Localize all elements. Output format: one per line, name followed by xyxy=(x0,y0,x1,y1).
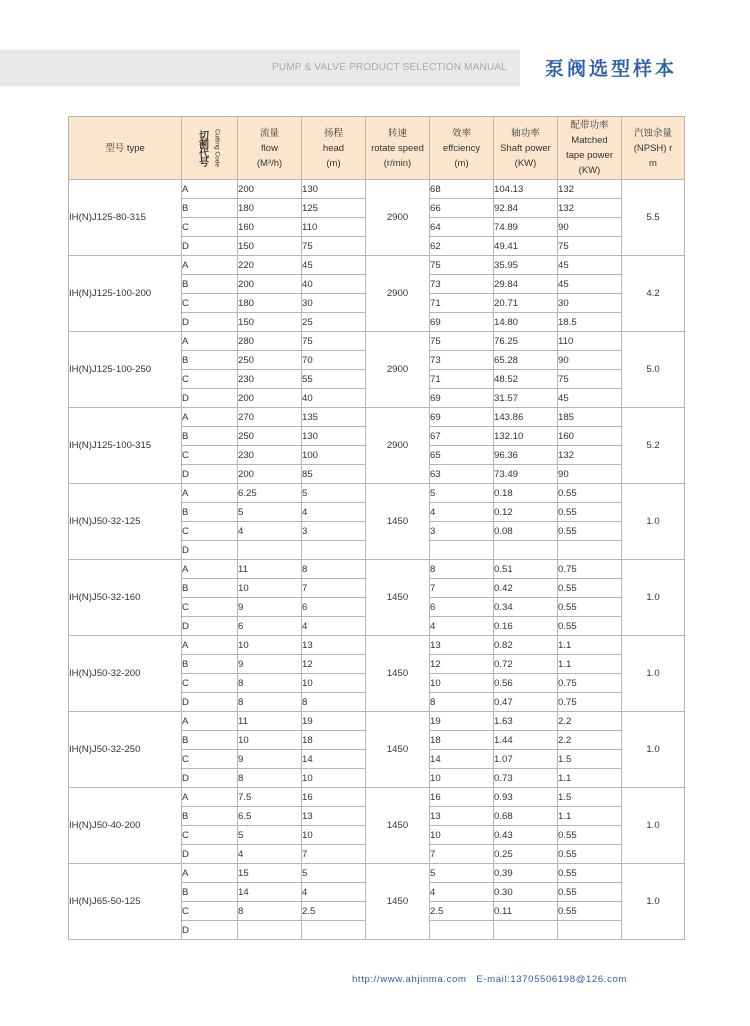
table-row xyxy=(69,560,685,579)
flow-cell: 9 xyxy=(238,598,302,617)
matched-power-cell: 0.55 xyxy=(558,845,622,864)
cutting-code-cell: A xyxy=(182,636,238,655)
shaft-power-cell: 0.82 xyxy=(494,636,558,655)
flow-cell: 160 xyxy=(238,218,302,237)
matched-power-cell: 1.5 xyxy=(558,788,622,807)
shaft-power-cell: 48.52 xyxy=(494,370,558,389)
shaft-power-cell: 132.10 xyxy=(494,427,558,446)
shaft-power-cell: 0.73 xyxy=(494,769,558,788)
header-cutting-code-cn: 切割代号 xyxy=(196,130,208,166)
head-cell: 14 xyxy=(302,750,366,769)
cutting-code-cell: C xyxy=(182,750,238,769)
npsh-cell: 4.2 xyxy=(622,256,685,332)
flow-cell: 5 xyxy=(238,826,302,845)
cutting-code-cell: C xyxy=(182,674,238,693)
header-cutting-code-en: Cutting Code xyxy=(213,129,221,167)
cutting-code-cell: B xyxy=(182,427,238,446)
head-cell: 6 xyxy=(302,598,366,617)
efficiency-cell: 10 xyxy=(430,674,494,693)
matched-power-cell: 0.55 xyxy=(558,484,622,503)
matched-power-cell: 0.75 xyxy=(558,674,622,693)
header-head: 扬程 head (m) xyxy=(302,117,366,180)
head-cell: 13 xyxy=(302,636,366,655)
table-row xyxy=(69,332,685,351)
efficiency-cell: 4 xyxy=(430,617,494,636)
shaft-power-cell: 143.86 xyxy=(494,408,558,427)
head-cell: 8 xyxy=(302,560,366,579)
head-cell: 3 xyxy=(302,522,366,541)
cutting-code-cell: D xyxy=(182,769,238,788)
head-cell: 16 xyxy=(302,788,366,807)
cutting-code-cell: B xyxy=(182,351,238,370)
npsh-cell: 5.2 xyxy=(622,408,685,484)
matched-power-cell: 45 xyxy=(558,256,622,275)
shaft-power-cell: 14.80 xyxy=(494,313,558,332)
efficiency-cell: 73 xyxy=(430,351,494,370)
head-cell: 25 xyxy=(302,313,366,332)
cutting-code-cell: B xyxy=(182,807,238,826)
flow-cell: 200 xyxy=(238,389,302,408)
efficiency-cell: 75 xyxy=(430,256,494,275)
cutting-code-cell: C xyxy=(182,218,238,237)
flow-cell: 10 xyxy=(238,636,302,655)
matched-power-cell: 110 xyxy=(558,332,622,351)
model-cell: IH(N)J125-100-250 xyxy=(69,332,182,408)
shaft-power-cell: 0.51 xyxy=(494,560,558,579)
flow-cell: 8 xyxy=(238,769,302,788)
shaft-power-cell xyxy=(494,541,558,560)
footer-url[interactable]: http://www.ahjinma.com xyxy=(352,974,467,985)
flow-cell: 11 xyxy=(238,712,302,731)
efficiency-cell: 64 xyxy=(430,218,494,237)
efficiency-cell: 69 xyxy=(430,313,494,332)
cutting-code-cell: D xyxy=(182,465,238,484)
shaft-power-cell: 0.30 xyxy=(494,883,558,902)
matched-power-cell: 90 xyxy=(558,351,622,370)
shaft-power-cell: 0.42 xyxy=(494,579,558,598)
efficiency-cell: 8 xyxy=(430,560,494,579)
cutting-code-cell: D xyxy=(182,237,238,256)
shaft-power-cell: 104.13 xyxy=(494,180,558,199)
matched-power-cell: 45 xyxy=(558,275,622,294)
matched-power-cell: 0.55 xyxy=(558,826,622,845)
flow-cell: 150 xyxy=(238,313,302,332)
matched-power-cell: 75 xyxy=(558,237,622,256)
shaft-power-cell: 76.25 xyxy=(494,332,558,351)
head-cell: 4 xyxy=(302,883,366,902)
flow-cell: 200 xyxy=(238,275,302,294)
efficiency-cell: 14 xyxy=(430,750,494,769)
flow-cell: 9 xyxy=(238,750,302,769)
shaft-power-cell: 0.93 xyxy=(494,788,558,807)
table-row xyxy=(69,636,685,655)
efficiency-cell: 13 xyxy=(430,807,494,826)
matched-power-cell: 1.5 xyxy=(558,750,622,769)
head-cell: 55 xyxy=(302,370,366,389)
model-cell: IH(N)J65-50-125 xyxy=(69,864,182,940)
speed-cell: 1450 xyxy=(366,560,430,636)
shaft-power-cell: 1.63 xyxy=(494,712,558,731)
shaft-power-cell: 1.44 xyxy=(494,731,558,750)
model-cell: IH(N)J50-32-250 xyxy=(69,712,182,788)
shaft-power-cell: 92.84 xyxy=(494,199,558,218)
npsh-cell: 5.5 xyxy=(622,180,685,256)
flow-cell: 10 xyxy=(238,579,302,598)
flow-cell: 4 xyxy=(238,845,302,864)
flow-cell: 280 xyxy=(238,332,302,351)
npsh-cell: 5.0 xyxy=(622,332,685,408)
efficiency-cell: 69 xyxy=(430,389,494,408)
head-cell: 10 xyxy=(302,826,366,845)
shaft-power-cell: 96.36 xyxy=(494,446,558,465)
table-body xyxy=(69,180,685,940)
cutting-code-cell: C xyxy=(182,826,238,845)
flow-cell: 180 xyxy=(238,199,302,218)
cutting-code-cell: C xyxy=(182,294,238,313)
npsh-cell: 1.0 xyxy=(622,788,685,864)
speed-cell: 2900 xyxy=(366,408,430,484)
matched-power-cell: 18.5 xyxy=(558,313,622,332)
shaft-power-cell: 0.72 xyxy=(494,655,558,674)
cutting-code-cell: C xyxy=(182,522,238,541)
efficiency-cell: 62 xyxy=(430,237,494,256)
efficiency-cell: 6 xyxy=(430,598,494,617)
model-cell: IH(N)J50-32-200 xyxy=(69,636,182,712)
matched-power-cell: 0.55 xyxy=(558,617,622,636)
cutting-code-cell: A xyxy=(182,560,238,579)
header-type: 型号 type xyxy=(69,117,182,180)
efficiency-cell: 10 xyxy=(430,826,494,845)
flow-cell: 220 xyxy=(238,256,302,275)
matched-power-cell: 1.1 xyxy=(558,636,622,655)
matched-power-cell: 75 xyxy=(558,370,622,389)
head-cell: 10 xyxy=(302,674,366,693)
matched-power-cell: 1.1 xyxy=(558,769,622,788)
matched-power-cell: 45 xyxy=(558,389,622,408)
flow-cell: 15 xyxy=(238,864,302,883)
efficiency-cell: 68 xyxy=(430,180,494,199)
flow-cell: 180 xyxy=(238,294,302,313)
shaft-power-cell: 29.84 xyxy=(494,275,558,294)
table-row xyxy=(69,256,685,275)
header-speed: 转速 rotate speed (r/min) xyxy=(366,117,430,180)
head-cell xyxy=(302,921,366,940)
matched-power-cell: 132 xyxy=(558,446,622,465)
cutting-code-cell: A xyxy=(182,256,238,275)
matched-power-cell: 2.2 xyxy=(558,731,622,750)
matched-power-cell: 132 xyxy=(558,180,622,199)
efficiency-cell: 63 xyxy=(430,465,494,484)
efficiency-cell: 2.5 xyxy=(430,902,494,921)
model-cell: IH(N)J125-100-315 xyxy=(69,408,182,484)
cutting-code-cell: C xyxy=(182,370,238,389)
shaft-power-cell: 0.25 xyxy=(494,845,558,864)
matched-power-cell: 0.75 xyxy=(558,560,622,579)
efficiency-cell: 67 xyxy=(430,427,494,446)
shaft-power-cell: 49.41 xyxy=(494,237,558,256)
matched-power-cell: 0.55 xyxy=(558,864,622,883)
header-cutting-code xyxy=(182,117,238,180)
shaft-power-cell: 0.39 xyxy=(494,864,558,883)
head-cell: 19 xyxy=(302,712,366,731)
cutting-code-cell: D xyxy=(182,313,238,332)
npsh-cell: 1.0 xyxy=(622,864,685,940)
cutting-code-cell: B xyxy=(182,655,238,674)
efficiency-cell: 5 xyxy=(430,864,494,883)
header-shaft-power: 轴功率 Shaft power (KW) xyxy=(494,117,558,180)
shaft-power-cell: 20.71 xyxy=(494,294,558,313)
head-cell: 85 xyxy=(302,465,366,484)
matched-power-cell: 0.55 xyxy=(558,503,622,522)
header-npsh: 汽蚀余量 (NPSH) r m xyxy=(622,117,685,180)
efficiency-cell: 13 xyxy=(430,636,494,655)
matched-power-cell: 1.1 xyxy=(558,655,622,674)
matched-power-cell xyxy=(558,921,622,940)
table-row xyxy=(69,484,685,503)
shaft-power-cell: 0.08 xyxy=(494,522,558,541)
head-cell: 110 xyxy=(302,218,366,237)
efficiency-cell: 71 xyxy=(430,294,494,313)
matched-power-cell: 1.1 xyxy=(558,807,622,826)
efficiency-cell xyxy=(430,541,494,560)
head-cell: 125 xyxy=(302,199,366,218)
efficiency-cell: 4 xyxy=(430,503,494,522)
efficiency-cell: 7 xyxy=(430,579,494,598)
head-cell: 40 xyxy=(302,275,366,294)
cutting-code-cell: A xyxy=(182,712,238,731)
speed-cell: 1450 xyxy=(366,864,430,940)
flow-cell: 7.5 xyxy=(238,788,302,807)
table-row xyxy=(69,712,685,731)
head-cell: 130 xyxy=(302,427,366,446)
shaft-power-cell: 35.95 xyxy=(494,256,558,275)
shaft-power-cell xyxy=(494,921,558,940)
npsh-cell: 1.0 xyxy=(622,560,685,636)
shaft-power-cell: 0.11 xyxy=(494,902,558,921)
header-matched-power: 配带功率 Matched tape power (KW) xyxy=(558,117,622,180)
shaft-power-cell: 0.56 xyxy=(494,674,558,693)
flow-cell: 230 xyxy=(238,370,302,389)
efficiency-cell: 75 xyxy=(430,332,494,351)
shaft-power-cell: 0.34 xyxy=(494,598,558,617)
matched-power-cell: 160 xyxy=(558,427,622,446)
cutting-code-cell: B xyxy=(182,275,238,294)
header-efficiency: 效率 effciency (m) xyxy=(430,117,494,180)
head-cell: 10 xyxy=(302,769,366,788)
head-cell: 4 xyxy=(302,617,366,636)
cutting-code-cell: D xyxy=(182,693,238,712)
npsh-cell: 1.0 xyxy=(622,712,685,788)
footer xyxy=(352,974,627,985)
efficiency-cell: 65 xyxy=(430,446,494,465)
head-cell: 13 xyxy=(302,807,366,826)
cutting-code-cell: C xyxy=(182,446,238,465)
flow-cell xyxy=(238,921,302,940)
matched-power-cell: 0.55 xyxy=(558,883,622,902)
cutting-code-cell: B xyxy=(182,883,238,902)
table-row xyxy=(69,180,685,199)
flow-cell: 8 xyxy=(238,693,302,712)
cutting-code-cell: D xyxy=(182,845,238,864)
matched-power-cell: 0.55 xyxy=(558,522,622,541)
efficiency-cell: 7 xyxy=(430,845,494,864)
flow-cell: 6.25 xyxy=(238,484,302,503)
efficiency-cell: 73 xyxy=(430,275,494,294)
matched-power-cell: 90 xyxy=(558,465,622,484)
head-cell: 30 xyxy=(302,294,366,313)
efficiency-cell: 66 xyxy=(430,199,494,218)
flow-cell: 8 xyxy=(238,674,302,693)
head-cell: 7 xyxy=(302,579,366,598)
efficiency-cell: 10 xyxy=(430,769,494,788)
head-cell: 5 xyxy=(302,484,366,503)
model-cell: IH(N)J50-32-160 xyxy=(69,560,182,636)
speed-cell: 2900 xyxy=(366,332,430,408)
efficiency-cell: 4 xyxy=(430,883,494,902)
speed-cell: 1450 xyxy=(366,484,430,560)
header-flow: 流量 flow (M³/h) xyxy=(238,117,302,180)
cutting-code-cell: D xyxy=(182,617,238,636)
cutting-code-cell: B xyxy=(182,199,238,218)
matched-power-cell: 0.55 xyxy=(558,902,622,921)
head-cell: 40 xyxy=(302,389,366,408)
head-cell: 8 xyxy=(302,693,366,712)
cutting-code-cell: A xyxy=(182,332,238,351)
head-cell: 18 xyxy=(302,731,366,750)
flow-cell: 9 xyxy=(238,655,302,674)
flow-cell: 250 xyxy=(238,351,302,370)
head-cell xyxy=(302,541,366,560)
model-cell: IH(N)J50-40-200 xyxy=(69,788,182,864)
cutting-code-cell: D xyxy=(182,541,238,560)
shaft-power-cell: 31.57 xyxy=(494,389,558,408)
table-row xyxy=(69,864,685,883)
shaft-power-cell: 73.49 xyxy=(494,465,558,484)
cutting-code-cell: A xyxy=(182,180,238,199)
flow-cell xyxy=(238,541,302,560)
efficiency-cell: 69 xyxy=(430,408,494,427)
header-subtitle: PUMP & VALVE PRODUCT SELECTION MANUAL xyxy=(271,62,507,73)
matched-power-cell: 2.2 xyxy=(558,712,622,731)
model-cell: IH(N)J125-80-315 xyxy=(69,180,182,256)
shaft-power-cell: 1.07 xyxy=(494,750,558,769)
matched-power-cell: 0.75 xyxy=(558,693,622,712)
flow-cell: 11 xyxy=(238,560,302,579)
efficiency-cell: 71 xyxy=(430,370,494,389)
efficiency-cell: 12 xyxy=(430,655,494,674)
cutting-code-cell: D xyxy=(182,389,238,408)
shaft-power-cell: 0.12 xyxy=(494,503,558,522)
table-header-row xyxy=(69,117,685,180)
speed-cell: 2900 xyxy=(366,180,430,256)
cutting-code-cell: A xyxy=(182,408,238,427)
flow-cell: 4 xyxy=(238,522,302,541)
matched-power-cell: 30 xyxy=(558,294,622,313)
cutting-code-cell: B xyxy=(182,503,238,522)
head-cell: 70 xyxy=(302,351,366,370)
speed-cell: 1450 xyxy=(366,636,430,712)
flow-cell: 6.5 xyxy=(238,807,302,826)
head-cell: 2.5 xyxy=(302,902,366,921)
speed-cell: 1450 xyxy=(366,712,430,788)
efficiency-cell: 18 xyxy=(430,731,494,750)
npsh-cell: 1.0 xyxy=(622,636,685,712)
cutting-code-cell: C xyxy=(182,598,238,617)
flow-cell: 230 xyxy=(238,446,302,465)
head-cell: 4 xyxy=(302,503,366,522)
flow-cell: 10 xyxy=(238,731,302,750)
flow-cell: 200 xyxy=(238,180,302,199)
matched-power-cell: 185 xyxy=(558,408,622,427)
efficiency-cell: 16 xyxy=(430,788,494,807)
header-title: 泵阀选型样本 xyxy=(545,58,678,80)
head-cell: 135 xyxy=(302,408,366,427)
head-cell: 75 xyxy=(302,332,366,351)
matched-power-cell: 0.55 xyxy=(558,598,622,617)
npsh-cell: 1.0 xyxy=(622,484,685,560)
efficiency-cell xyxy=(430,921,494,940)
speed-cell: 1450 xyxy=(366,788,430,864)
matched-power-cell xyxy=(558,541,622,560)
table-row xyxy=(69,788,685,807)
model-cell: IH(N)J125-100-200 xyxy=(69,256,182,332)
head-cell: 130 xyxy=(302,180,366,199)
shaft-power-cell: 65.28 xyxy=(494,351,558,370)
head-cell: 12 xyxy=(302,655,366,674)
flow-cell: 8 xyxy=(238,902,302,921)
flow-cell: 14 xyxy=(238,883,302,902)
table-row xyxy=(69,408,685,427)
efficiency-cell: 5 xyxy=(430,484,494,503)
shaft-power-cell: 0.16 xyxy=(494,617,558,636)
shaft-power-cell: 0.18 xyxy=(494,484,558,503)
matched-power-cell: 132 xyxy=(558,199,622,218)
model-cell: IH(N)J50-32-125 xyxy=(69,484,182,560)
flow-cell: 250 xyxy=(238,427,302,446)
shaft-power-cell: 0.47 xyxy=(494,693,558,712)
shaft-power-cell: 74.89 xyxy=(494,218,558,237)
efficiency-cell: 3 xyxy=(430,522,494,541)
cutting-code-cell: B xyxy=(182,731,238,750)
cutting-code-cell: D xyxy=(182,921,238,940)
matched-power-cell: 0.55 xyxy=(558,579,622,598)
pump-spec-table xyxy=(68,116,685,940)
shaft-power-cell: 0.43 xyxy=(494,826,558,845)
shaft-power-cell: 0.68 xyxy=(494,807,558,826)
matched-power-cell: 90 xyxy=(558,218,622,237)
cutting-code-cell: C xyxy=(182,902,238,921)
cutting-code-cell: A xyxy=(182,484,238,503)
head-cell: 75 xyxy=(302,237,366,256)
efficiency-cell: 8 xyxy=(430,693,494,712)
head-cell: 100 xyxy=(302,446,366,465)
head-cell: 5 xyxy=(302,864,366,883)
flow-cell: 270 xyxy=(238,408,302,427)
flow-cell: 200 xyxy=(238,465,302,484)
cutting-code-cell: B xyxy=(182,579,238,598)
efficiency-cell: 19 xyxy=(430,712,494,731)
flow-cell: 5 xyxy=(238,503,302,522)
flow-cell: 6 xyxy=(238,617,302,636)
cutting-code-cell: A xyxy=(182,788,238,807)
head-cell: 45 xyxy=(302,256,366,275)
cutting-code-cell: A xyxy=(182,864,238,883)
speed-cell: 2900 xyxy=(366,256,430,332)
flow-cell: 150 xyxy=(238,237,302,256)
head-cell: 7 xyxy=(302,845,366,864)
footer-email[interactable]: E-mail:13705506198@126.com xyxy=(476,974,627,985)
